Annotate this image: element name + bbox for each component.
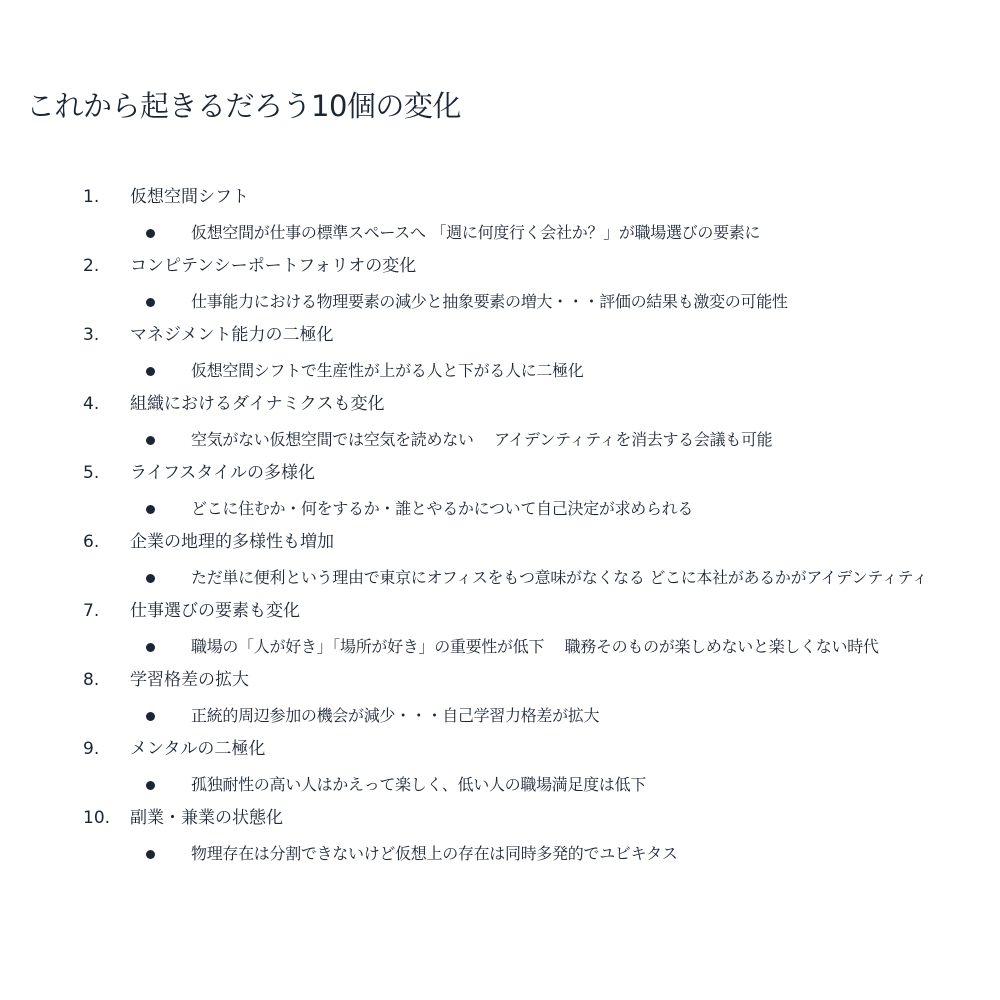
list-item — [0, 736, 1000, 805]
item-detail: 職場の「人が好き」「場所が好き」の重要性が低下 職務そのものが楽しめないと楽しくない時代 — [191, 637, 879, 656]
bullet-icon — [146, 367, 155, 376]
bullet-icon — [146, 643, 155, 652]
item-title: コンピテンシーポートフォリオの変化 — [130, 256, 417, 276]
item-title: マネジメント能力の二極化 — [130, 325, 334, 345]
item-detail: 空気がない仮想空間では空気を読めない アイデンティティを消去する会議も可能 — [191, 430, 773, 449]
page-title: これから起きるだろう10個の変化 — [26, 89, 461, 123]
item-detail: ただ単に便利という理由で東京にオフィスをもつ意味がなくなる どこに本社があるかがアイデンティティ — [191, 568, 928, 587]
bullet-icon — [146, 712, 155, 721]
item-title: 仕事選びの要素も変化 — [130, 601, 300, 621]
item-number: 3. — [83, 325, 100, 345]
bullet-icon — [146, 505, 155, 514]
bullet-icon — [146, 436, 155, 445]
item-title: 学習格差の拡大 — [130, 670, 249, 690]
item-title: ライフスタイルの多様化 — [130, 463, 315, 483]
bullet-icon — [146, 298, 155, 307]
item-title: メンタルの二極化 — [130, 739, 266, 759]
item-title: 企業の地理的多様性も増加 — [130, 532, 334, 552]
list-item — [0, 184, 1000, 253]
list-item — [0, 529, 1000, 598]
item-number: 6. — [83, 532, 100, 552]
list-item — [0, 460, 1000, 529]
item-number: 9. — [83, 739, 100, 759]
list-item — [0, 598, 1000, 667]
item-number: 1. — [83, 187, 100, 207]
item-detail: 物理存在は分割できないけど仮想上の存在は同時多発的でユビキタス — [191, 844, 678, 863]
item-number: 4. — [83, 394, 100, 414]
item-detail: 仮想空間シフトで生産性が上がる人と下がる人に二極化 — [191, 361, 584, 380]
item-detail: 孤独耐性の高い人はかえって楽しく、低い人の職場満足度は低下 — [191, 775, 646, 794]
list-item — [0, 322, 1000, 391]
item-detail: 仕事能力における物理要素の減少と抽象要素の増大・・・評価の結果も激変の可能性 — [191, 292, 788, 311]
item-title: 組織におけるダイナミクスも変化 — [130, 394, 385, 414]
item-number: 7. — [83, 601, 100, 621]
item-detail: 仮想空間が仕事の標準スペースへ 「週に何度行く会社か？」が職場選びの要素に — [191, 223, 761, 242]
bullet-icon — [146, 850, 155, 859]
list-item — [0, 391, 1000, 460]
list-item — [0, 253, 1000, 322]
item-detail: どこに住むか・何をするか・誰とやるかについて自己決定が求められる — [191, 499, 694, 518]
item-title: 仮想空間シフト — [130, 187, 249, 207]
change-list — [0, 184, 1000, 874]
bullet-icon — [146, 574, 155, 583]
list-item — [0, 667, 1000, 736]
bullet-icon — [146, 781, 155, 790]
list-item — [0, 805, 1000, 874]
item-number: 8. — [83, 670, 100, 690]
item-detail: 正統的周辺参加の機会が減少・・・自己学習力格差が拡大 — [191, 706, 600, 725]
item-title: 副業・兼業の状態化 — [130, 808, 283, 828]
bullet-icon — [146, 229, 155, 238]
item-number: 2. — [83, 256, 100, 276]
item-number: 10. — [83, 808, 111, 828]
item-number: 5. — [83, 463, 100, 483]
